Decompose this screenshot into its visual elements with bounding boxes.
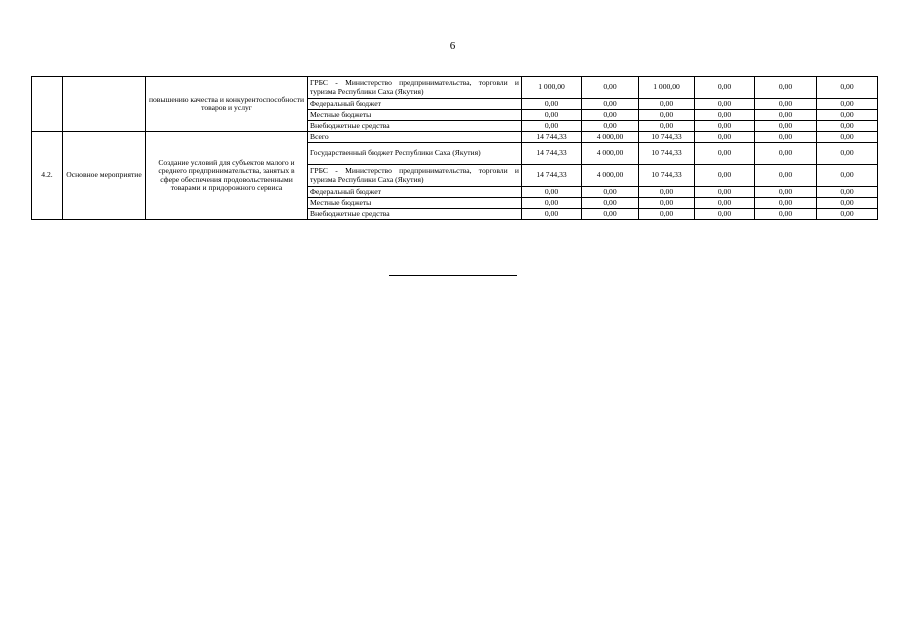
value-cell: 0,00 bbox=[639, 121, 695, 132]
value-cell: 0,00 bbox=[755, 209, 817, 220]
event-type-cell bbox=[63, 77, 146, 132]
value-cell: 0,00 bbox=[695, 132, 755, 143]
value-cell: 0,00 bbox=[817, 165, 878, 187]
value-cell: 0,00 bbox=[639, 187, 695, 198]
value-cell: 0,00 bbox=[817, 209, 878, 220]
event-description-cell: повышению качества и конкурентоспособности товаров и услуг bbox=[146, 77, 308, 132]
value-cell: 0,00 bbox=[522, 198, 582, 209]
funding-source-cell: Внебюджетные средства bbox=[308, 209, 522, 220]
value-cell: 0,00 bbox=[755, 143, 817, 165]
value-cell: 0,00 bbox=[639, 99, 695, 110]
value-cell: 4 000,00 bbox=[582, 165, 639, 187]
funding-source-cell: Внебюджетные средства bbox=[308, 121, 522, 132]
value-cell: 0,00 bbox=[817, 143, 878, 165]
value-cell: 0,00 bbox=[639, 198, 695, 209]
value-cell: 14 744,33 bbox=[522, 143, 582, 165]
value-cell: 0,00 bbox=[695, 77, 755, 99]
funding-source-cell: ГРБС - Министерство предпринимательства, торговли и туризма Республики Саха (Якутия) bbox=[308, 77, 522, 99]
value-cell: 0,00 bbox=[755, 99, 817, 110]
value-cell: 0,00 bbox=[639, 110, 695, 121]
value-cell: 4 000,00 bbox=[582, 132, 639, 143]
value-cell: 0,00 bbox=[817, 110, 878, 121]
value-cell: 0,00 bbox=[582, 99, 639, 110]
value-cell: 0,00 bbox=[695, 187, 755, 198]
value-cell: 0,00 bbox=[582, 77, 639, 99]
value-cell: 0,00 bbox=[695, 99, 755, 110]
value-cell: 0,00 bbox=[639, 209, 695, 220]
value-cell: 0,00 bbox=[755, 187, 817, 198]
value-cell: 10 744,33 bbox=[639, 165, 695, 187]
value-cell: 0,00 bbox=[695, 165, 755, 187]
table-row bbox=[32, 132, 878, 143]
event-description-cell: Создание условий для субъектов малого и среднего предпринимательства, занятых в сфере обеспечения продовольственными товарами и придорожного сервиса bbox=[146, 132, 308, 220]
value-cell: 14 744,33 bbox=[522, 132, 582, 143]
value-cell: 0,00 bbox=[755, 121, 817, 132]
funding-source-cell: Государственный бюджет Республики Саха (Якутия) bbox=[308, 143, 522, 165]
value-cell: 0,00 bbox=[582, 110, 639, 121]
value-cell: 0,00 bbox=[582, 198, 639, 209]
value-cell: 0,00 bbox=[695, 209, 755, 220]
value-cell: 0,00 bbox=[695, 198, 755, 209]
value-cell: 10 744,33 bbox=[639, 132, 695, 143]
value-cell: 0,00 bbox=[695, 121, 755, 132]
value-cell: 0,00 bbox=[522, 209, 582, 220]
value-cell: 4 000,00 bbox=[582, 143, 639, 165]
funding-source-cell: ГРБС - Министерство предпринимательства, торговли и туризма Республики Саха (Якутия) bbox=[308, 165, 522, 187]
value-cell: 0,00 bbox=[817, 77, 878, 99]
value-cell: 0,00 bbox=[522, 121, 582, 132]
value-cell: 0,00 bbox=[817, 198, 878, 209]
value-cell: 0,00 bbox=[755, 165, 817, 187]
funding-source-cell: Местные бюджеты bbox=[308, 198, 522, 209]
value-cell: 0,00 bbox=[522, 187, 582, 198]
budget-table bbox=[31, 76, 878, 220]
value-cell: 1 000,00 bbox=[522, 77, 582, 99]
value-cell: 0,00 bbox=[695, 110, 755, 121]
value-cell: 0,00 bbox=[582, 121, 639, 132]
value-cell: 14 744,33 bbox=[522, 165, 582, 187]
funding-source-cell: Местные бюджеты bbox=[308, 110, 522, 121]
funding-source-cell: Федеральный бюджет bbox=[308, 187, 522, 198]
value-cell: 1 000,00 bbox=[639, 77, 695, 99]
value-cell: 0,00 bbox=[755, 198, 817, 209]
event-number-cell: 4.2. bbox=[32, 132, 63, 220]
event-number-cell bbox=[32, 77, 63, 132]
funding-source-cell: Федеральный бюджет bbox=[308, 99, 522, 110]
table-row bbox=[32, 77, 878, 99]
value-cell: 0,00 bbox=[817, 187, 878, 198]
value-cell: 0,00 bbox=[817, 99, 878, 110]
value-cell: 0,00 bbox=[817, 121, 878, 132]
value-cell: 0,00 bbox=[522, 99, 582, 110]
event-type-cell: Основное мероприятие bbox=[63, 132, 146, 220]
value-cell: 0,00 bbox=[817, 132, 878, 143]
funding-source-cell: Всего bbox=[308, 132, 522, 143]
value-cell: 0,00 bbox=[522, 110, 582, 121]
value-cell: 0,00 bbox=[695, 143, 755, 165]
value-cell: 0,00 bbox=[755, 77, 817, 99]
value-cell: 0,00 bbox=[582, 187, 639, 198]
value-cell: 0,00 bbox=[755, 132, 817, 143]
value-cell: 10 744,33 bbox=[639, 143, 695, 165]
value-cell: 0,00 bbox=[755, 110, 817, 121]
page-number: 6 bbox=[449, 40, 456, 52]
end-rule bbox=[389, 275, 517, 276]
value-cell: 0,00 bbox=[582, 209, 639, 220]
